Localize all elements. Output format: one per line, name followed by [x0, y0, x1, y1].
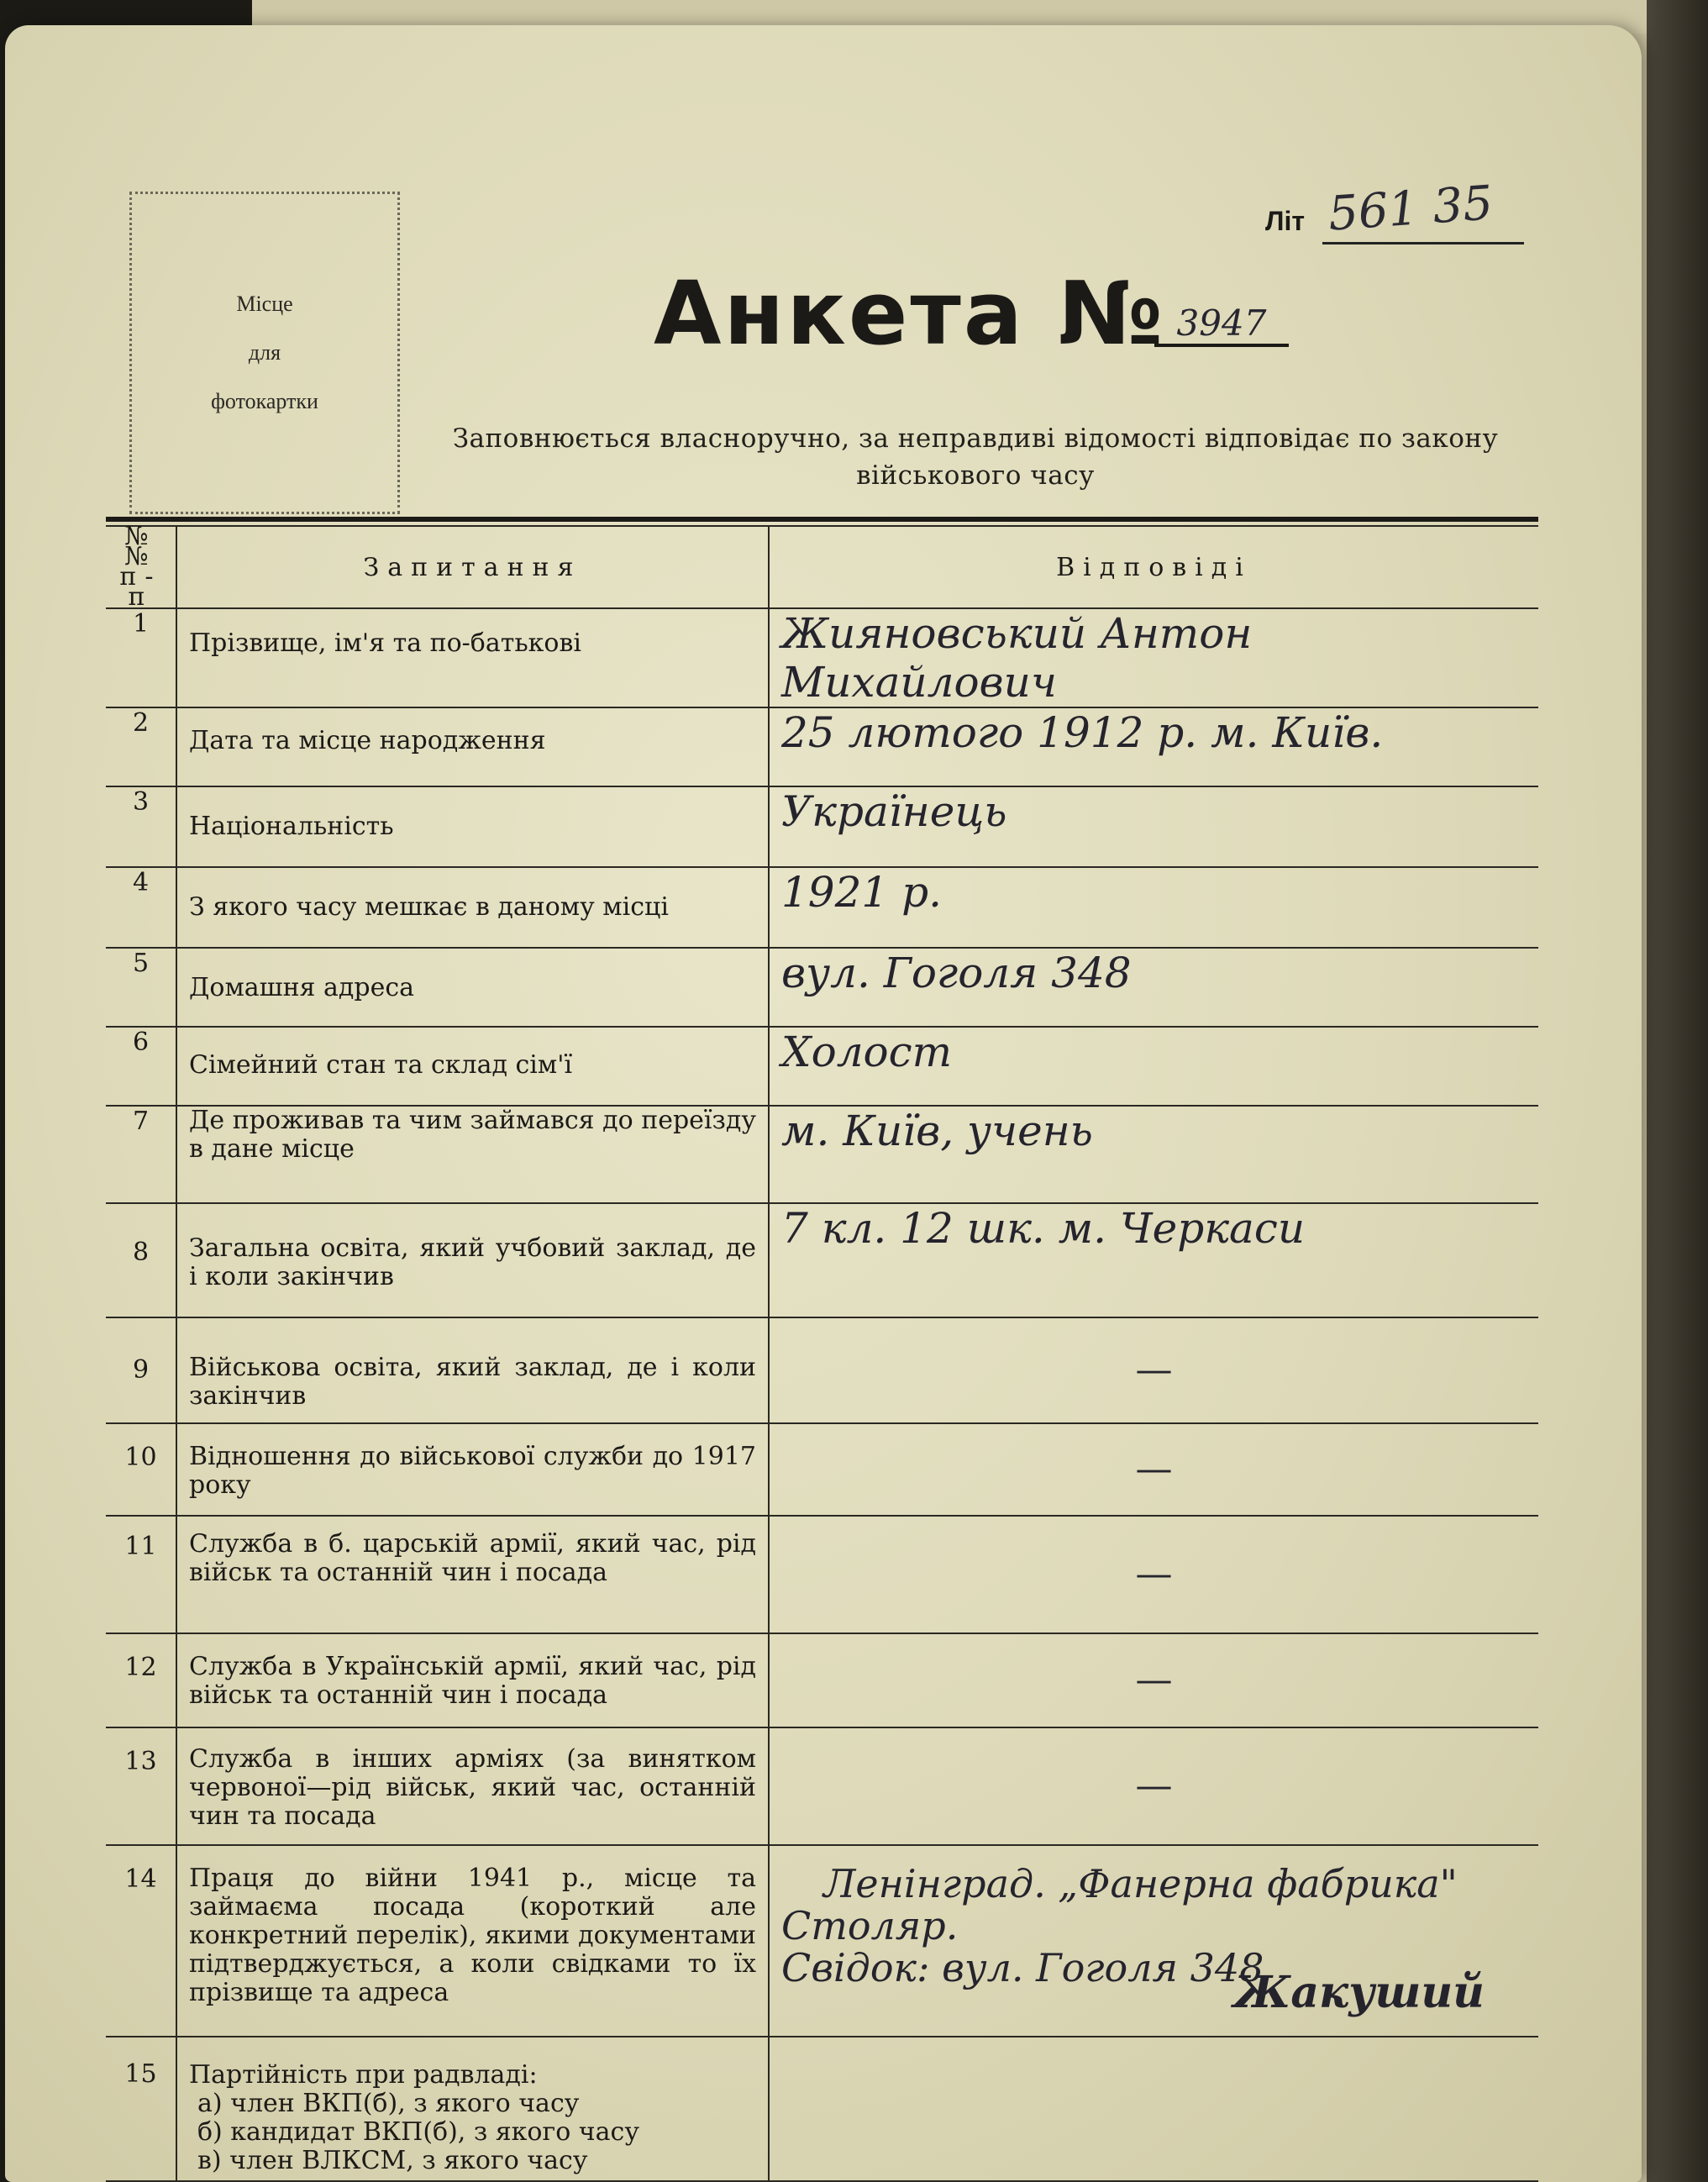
answer-line: Свідок: вул. Гоголя 348 — [781, 1945, 1264, 1990]
row-question: Загальна освіта, який учбовий заклад, де і коли закінчив — [176, 1203, 769, 1317]
row-question: Дата та місце народження — [176, 707, 769, 786]
row-answer: 1921 р. — [769, 867, 1538, 948]
question-line: в) член ВЛКСМ, з якого часу — [197, 2146, 588, 2175]
table-row — [106, 2037, 1538, 2181]
row-num: 7 — [106, 1106, 176, 1203]
photo-placeholder — [129, 192, 400, 514]
row-num: 9 — [106, 1317, 176, 1423]
lit-underline — [1322, 242, 1524, 244]
photo-label-3: фотокартки — [211, 389, 318, 413]
table-row — [106, 707, 1538, 786]
row-answer — [769, 1845, 1538, 2037]
row-question: Праця до війни 1941 р., місце та займаєма посада (короткий але конкретний перелік), якими документами підтверджується, а коли свідками то їх прізвище та адреса — [176, 1845, 769, 2037]
subtitle-line-1: Заповнюється власноручно, за неправдиві відомості відповідає по закону — [452, 423, 1499, 454]
table-row — [106, 1516, 1538, 1633]
row-num: 1 — [106, 608, 176, 707]
table-row — [106, 867, 1538, 948]
table-row — [106, 1845, 1538, 2037]
row-num: 5 — [106, 948, 176, 1027]
row-answer: м. Київ, учень — [769, 1106, 1538, 1203]
questionnaire-page — [5, 25, 1642, 2182]
row-question: Національність — [176, 786, 769, 867]
background-shadow — [1647, 0, 1708, 2182]
row-num: 3 — [106, 786, 176, 867]
row-question — [176, 2037, 769, 2181]
questionnaire-table — [106, 522, 1538, 2182]
row-num: 8 — [106, 1203, 176, 1317]
form-number: 3947 — [1154, 302, 1289, 347]
subtitle-line-2: військового часу — [856, 460, 1095, 491]
row-answer: — — [769, 1317, 1538, 1423]
row-question: Сімейний стан та склад сім'ї — [176, 1027, 769, 1106]
row-answer: — — [769, 1516, 1538, 1633]
answer-line: Столяр. — [781, 1903, 959, 1948]
row-answer: — — [769, 1633, 1538, 1727]
photo-label-1: Місце — [236, 292, 293, 316]
row-num: 12 — [106, 1633, 176, 1727]
table-row — [106, 1633, 1538, 1727]
table-row — [106, 948, 1538, 1027]
row-answer: — — [769, 1423, 1538, 1516]
row-question: Служба в Українській армії, який час, рід військ та останній чин і посада — [176, 1633, 769, 1727]
subtitle — [383, 420, 1568, 494]
row-num: 13 — [106, 1727, 176, 1845]
table-row — [106, 1203, 1538, 1317]
row-question: Де проживав та чим займався до переїзду в дане місце — [176, 1106, 769, 1203]
row-num: 11 — [106, 1516, 176, 1633]
table-row — [106, 1727, 1538, 1845]
row-question: З якого часу мешкає в даному місці — [176, 867, 769, 948]
header-num: №№ п-п — [106, 526, 176, 608]
table-row — [106, 1423, 1538, 1516]
row-question: Служба в б. царській армії, який час, рід військ та останній чин і посада — [176, 1516, 769, 1633]
row-num: 15 — [106, 2037, 176, 2181]
row-answer: вул. Гоголя 348 — [769, 948, 1538, 1027]
row-question: Служба в інших арміях (за винятком червоної—рід військ, який час, останній чин та посада — [176, 1727, 769, 1845]
header-answer: Відповіді — [769, 526, 1538, 608]
question-line: б) кандидат ВКП(б), з якого часу — [197, 2117, 639, 2147]
header-rule — [106, 517, 1538, 522]
lit-label: Літ — [1265, 206, 1306, 236]
table-row — [106, 1106, 1538, 1203]
row-answer — [769, 2037, 1538, 2181]
question-line: Партійність при радвладі: — [189, 2060, 538, 2090]
row-answer: 7 кл. 12 шк. м. Черкаси — [769, 1203, 1538, 1317]
row-answer: Холост — [769, 1027, 1538, 1106]
row-question: Військова освіта, який заклад, де і коли закінчив — [176, 1317, 769, 1423]
question-line: а) член ВКП(б), з якого часу — [197, 2089, 580, 2118]
row-num: 2 — [106, 707, 176, 786]
row-num: 6 — [106, 1027, 176, 1106]
row-num: 4 — [106, 867, 176, 948]
row-answer: — — [769, 1727, 1538, 1845]
table-row — [106, 1317, 1538, 1423]
table-row — [106, 608, 1538, 707]
header-question: Запитання — [176, 526, 769, 608]
row-question: Прізвище, ім'я та по-батькові — [176, 608, 769, 707]
row-answer: Українець — [769, 786, 1538, 867]
row-num: 10 — [106, 1423, 176, 1516]
signature: Жакуший — [1233, 1967, 1485, 2018]
lit-value: 561 35 — [1326, 176, 1495, 242]
row-num: 14 — [106, 1845, 176, 2037]
table-row — [106, 1027, 1538, 1106]
photo-label-2: для — [248, 340, 281, 365]
answer-line: Ленінград. „Фанерна фабрика" — [823, 1861, 1458, 1906]
table-row — [106, 786, 1538, 867]
row-question: Домашня адреса — [176, 948, 769, 1027]
table-header — [106, 526, 1538, 608]
row-answer: 25 лютого 1912 р. м. Київ. — [769, 707, 1538, 786]
row-answer: Жияновський Антон Михайлович — [769, 608, 1538, 707]
row-question: Відношення до військової служби до 1917 року — [176, 1423, 769, 1516]
page-title: Анкета № — [654, 262, 1166, 365]
